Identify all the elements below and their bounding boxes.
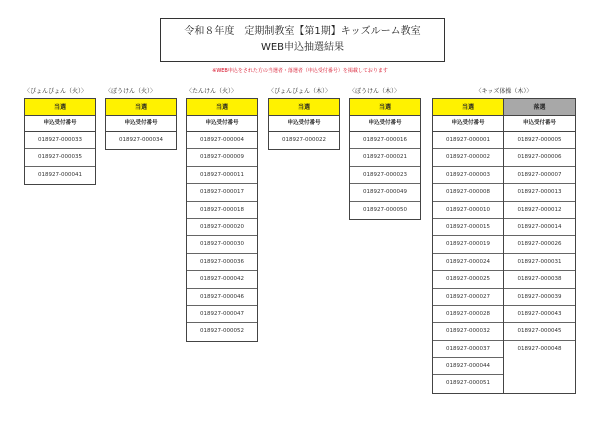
table-row: 018927-000006: [504, 149, 575, 166]
result-table: [186, 98, 258, 342]
group-pyonpyon-tue: [24, 88, 96, 185]
group-label: 〈たんけん（火）〉: [186, 88, 238, 95]
table-row: 018927-000002: [433, 149, 503, 166]
page-subtitle: WEB申込抽選結果: [260, 42, 345, 53]
table-row: 018927-000037: [433, 341, 503, 358]
table-row: 018927-000042: [187, 271, 257, 288]
winners-column: [268, 98, 340, 150]
table-row: 018927-000052: [200, 328, 244, 335]
column-header: 申込受付番号: [187, 116, 257, 132]
group-bouken-thu: [349, 88, 421, 220]
status-header: 当選: [106, 98, 176, 116]
table-row: 018927-000047: [187, 306, 257, 323]
table-row: 018927-000031: [504, 254, 575, 271]
table-row: 018927-000017: [187, 184, 257, 201]
table-row: 018927-000012: [504, 202, 575, 219]
group-label: 〈ぽうけん（火）〉: [105, 88, 157, 95]
table-row: 018927-000026: [504, 236, 575, 253]
table-row: 018927-000011: [187, 167, 257, 184]
table-row: 018927-000007: [504, 167, 575, 184]
winners-column: [186, 98, 258, 342]
table-row: 018927-000024: [433, 254, 503, 271]
table-row: 018927-000018: [187, 202, 257, 219]
table-row: 018927-000019: [433, 236, 503, 253]
status-header: 当選: [25, 98, 95, 116]
result-table: [24, 98, 96, 185]
table-row: 018927-000020: [187, 219, 257, 236]
result-table: [268, 98, 340, 150]
table-row: 018927-000001: [433, 132, 503, 149]
table-row: 018927-000038: [504, 271, 575, 288]
title-box: [160, 18, 445, 62]
result-table: [432, 98, 576, 394]
table-row: 018927-000027: [433, 289, 503, 306]
table-row: 018927-000050: [363, 206, 407, 213]
table-row: 018927-000025: [433, 271, 503, 288]
column-header: 申込受付番号: [350, 116, 420, 132]
table-row: 018927-000028: [433, 306, 503, 323]
result-table: [349, 98, 421, 220]
table-row: 018927-000034: [119, 137, 163, 143]
group-label: 〈ぽうけん（木）〉: [349, 88, 401, 95]
table-row: 018927-000009: [187, 149, 257, 166]
table-row: 018927-000045: [504, 323, 575, 340]
column-header: 申込受付番号: [25, 116, 95, 132]
table-row: 018927-000041: [38, 171, 82, 178]
status-header: 落選: [504, 98, 575, 116]
table-row: 018927-000036: [187, 254, 257, 271]
table-row: 018927-000010: [433, 202, 503, 219]
table-row: 018927-000035: [25, 149, 95, 166]
table-row: 018927-000048: [517, 345, 562, 352]
notice-text: ※WEB申込をされた方の当選者・落選者（申込受付番号）を掲載しております: [212, 68, 388, 74]
group-label: 〈ぴょんぴょん（火）〉: [24, 88, 88, 95]
table-row: 018927-000033: [25, 132, 95, 149]
losers-column: [504, 98, 576, 394]
group-label: 〈ぴょんぴょん（木）〉: [268, 88, 332, 95]
table-row: 018927-000039: [504, 289, 575, 306]
table-row: 018927-000021: [350, 149, 420, 166]
table-row: 018927-000015: [433, 219, 503, 236]
result-table: [105, 98, 177, 150]
table-row: 018927-000014: [504, 219, 575, 236]
table-row: 018927-000049: [350, 184, 420, 201]
winners-column: [349, 98, 421, 220]
page-title: 令和８年度 定期制教室【第1期】キッズルーム教室: [184, 26, 421, 37]
group-tanken-tue: [186, 88, 258, 342]
table-row: 018927-000005: [504, 132, 575, 149]
winners-column: [432, 98, 504, 394]
group-bouken-tue: [105, 88, 177, 150]
table-row: 018927-000023: [350, 167, 420, 184]
column-header: 申込受付番号: [504, 116, 575, 132]
table-row: 018927-000013: [504, 184, 575, 201]
winners-column: [105, 98, 177, 150]
table-row: 018927-000032: [433, 323, 503, 340]
table-row: 018927-000044: [433, 358, 503, 375]
group-pyonpyon-thu: [268, 88, 340, 150]
status-header: 当選: [350, 98, 420, 116]
table-row: 018927-000016: [350, 132, 420, 149]
table-row: 018927-000043: [504, 306, 575, 323]
table-row: 018927-000030: [187, 236, 257, 253]
status-header: 当選: [433, 98, 503, 116]
table-row: 018927-000046: [187, 289, 257, 306]
column-header: 申込受付番号: [433, 116, 503, 132]
column-header: 申込受付番号: [269, 116, 339, 132]
table-row: 018927-000004: [187, 132, 257, 149]
column-header: 申込受付番号: [106, 116, 176, 132]
table-row: 018927-000022: [282, 137, 326, 143]
table-row: 018927-000003: [433, 167, 503, 184]
winners-column: [24, 98, 96, 185]
table-row: 018927-000008: [433, 184, 503, 201]
group-label: 〈キッズ体操（木）〉: [475, 88, 533, 95]
status-header: 当選: [269, 98, 339, 116]
table-row: 018927-000051: [446, 380, 490, 387]
status-header: 当選: [187, 98, 257, 116]
group-kids-taiso-thu: [432, 88, 576, 394]
